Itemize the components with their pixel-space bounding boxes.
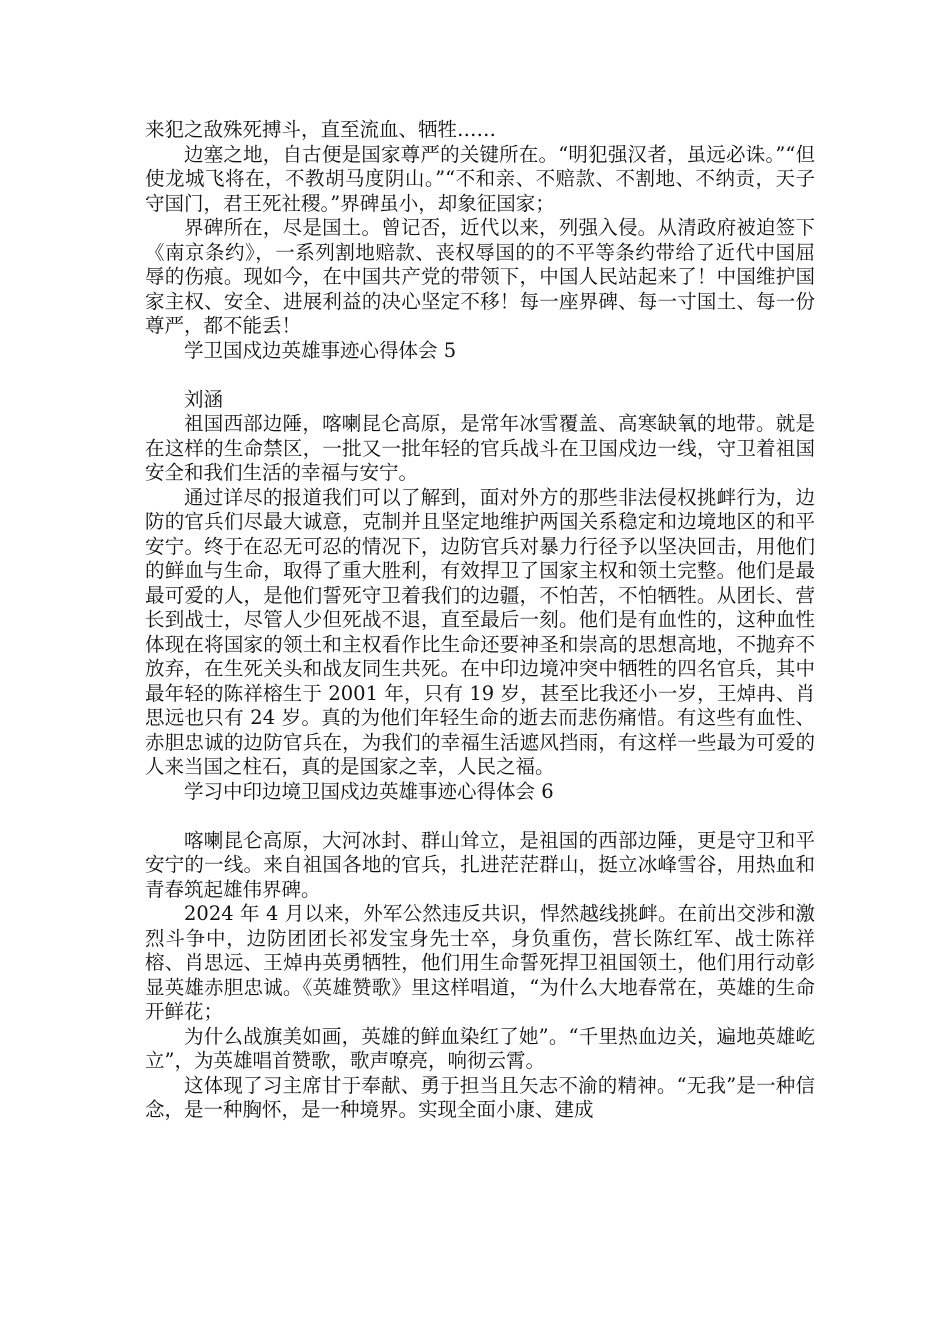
section-heading: 学卫国戍边英雄事迹心得体会 5 — [184, 338, 457, 362]
paragraph: 2024 年 4 月以来，外军公然违反共识，悍然越线挑衅。在前出交涉和激烈斗争中，边防团团长祁发宝身先士卒，身负重伤，营长陈红军、战士陈祥榕、肖思远、王焯冉英勇牺牲，他们用生命誓死捍卫祖国领土，他们用行动彰显英雄赤胆忠诚。《英雄赞歌》里这样唱道，“为什么大地春常在，英雄的生命开鲜花； — [145, 902, 815, 1023]
paragraph: 通过详尽的报道我们可以了解到，面对外方的那些非法侵权挑衅行为，边防的官兵们尽最大诚意，克制并且坚定地维护两国关系稳定和边境地区的和平安宁。终于在忍无可忍的情况下，边防官兵对暴力行径予以坚决回击，用他们的鲜血与生命，取得了重大胜利，有效捍卫了国家主权和领土完整。他们是最最可爱的人，是他们誓死守卫着我们的边疆，不怕苦，不怕牺牲。从团长、营长到战士，尽管人少但死战不退，直至最后一刻。他们是有血性的，这种血性体现在将国家的领土和主权看作比生命还要神圣和崇高的思想高地，不抛弃不放弃，在生死关头和战友同生共死。在中印边境冲突中牺牲的四名官兵，其中最年轻的陈祥榕生于 2001 年，只有 19 岁，甚至比我还小一岁，王焯冉、肖思远也只有 24 岁。真的为他们年轻生命的逝去而悲伤痛惜。有这些有血性、赤胆忠诚的边防官兵在，为我们的幸福生活遮风挡雨，有这样一些最为可爱的人来当国之柱石，真的是国家之幸，人民之福。 — [145, 485, 815, 778]
paragraph: 为什么战旗美如画，英雄的鲜血染红了她”。“千里热血边关，遍地英雄屹立”，为英雄唱首赞歌，歌声嘹亮，响彻云霄。 — [145, 1024, 815, 1072]
paragraph: 这体现了习主席甘于奉献、勇于担当且矢志不渝的精神。“无我”是一种信念，是一种胸怀，是一种境界。实现全面小康、建成 — [145, 1073, 815, 1121]
paragraph: 来犯之敌殊死搏斗，直至流血、牺牲…… — [145, 118, 497, 141]
blank-line — [145, 804, 815, 829]
paragraph: 喀喇昆仑高原，大河冰封、群山耸立，是祖国的西部边陲，更是守卫和平安宁的一线。来自祖国各地的官兵，扎进茫茫群山，挺立冰峰雪谷，用热血和青春筑起雄伟界碑。 — [145, 828, 815, 901]
paragraph: 界碑所在，尽是国土。曾记否，近代以来，列强入侵。从清政府被迫签下《南京条约》，一系列割地赔款、丧权辱国的的不平等条约带给了近代中国屈辱的伤痕。现如今，在中国共产党的带领下，中国人民站起来了！中国维护国家主权、安全、进展利益的决心坚定不移！每一座界碑、每一寸国土、每一份尊严，都不能丢！ — [145, 216, 815, 337]
blank-line — [145, 363, 815, 388]
paragraph: 边塞之地，自古便是国家尊严的关键所在。“明犯强汉者，虽远必诛。”“但使龙城飞将在，不教胡马度阴山。”“不和亲、不赔款、不割地、不纳贡，天子守国门，君王死社稷。”界碑虽小，却象征国家； — [145, 142, 815, 215]
author-name: 刘涵 — [184, 387, 224, 411]
section-heading: 学习中印边境卫国戍边英雄事迹心得体会 6 — [184, 779, 554, 803]
paragraph: 祖国西部边陲，喀喇昆仑高原，是常年冰雪覆盖、高寒缺氧的地带。就是在这样的生命禁区，一批又一批年轻的官兵战斗在卫国戍边一线，守卫着祖国安全和我们生活的幸福与安宁。 — [145, 412, 815, 484]
document-page — [145, 118, 815, 1123]
